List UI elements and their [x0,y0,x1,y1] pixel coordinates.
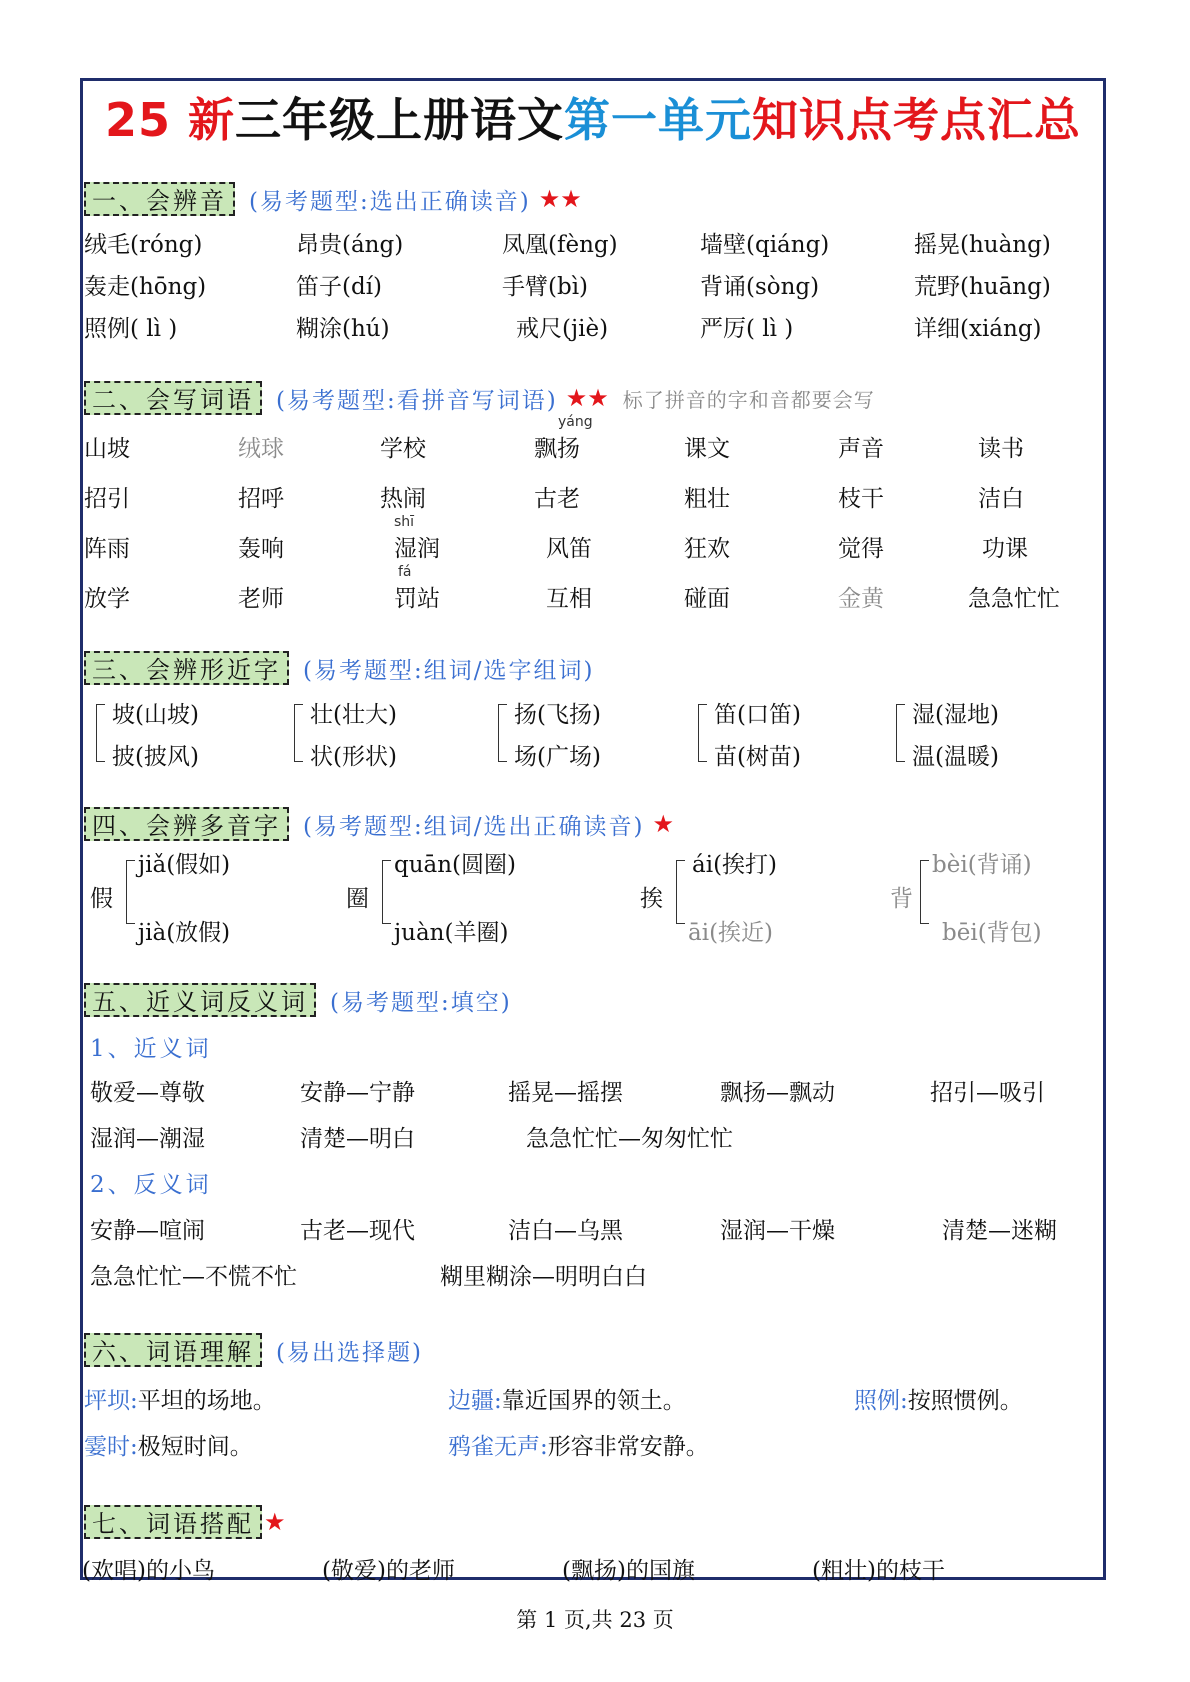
polyphone-item: 圈 quān(圆圈) juàn(羊圈) [346,852,517,946]
brace-icon [126,860,135,924]
antonym-heading: 2、反义词 [90,1172,212,1198]
definition-row: 霎时:极短时间。 鸦雀无声:形容非常安静。 [84,1434,709,1460]
pinyin-note: fá [398,564,412,580]
similar-char-pair: 湿(湿地) 温(温暖) [890,696,1070,776]
brace-icon [294,704,303,762]
pinyin-note: shī [394,514,415,530]
collocation-row: (欢唱)的小鸟 (敬爱)的老师 (飘扬)的国旗 (粗壮)的枝干 [82,1558,945,1584]
similar-char-pair: 扬(飞扬) 场(广场) [492,696,672,776]
synonym-row: 敬爱—尊敬 安静—宁静 摇晃—摇摆 飘扬—飘动 招引—吸引 [90,1080,1045,1106]
section-label: 三、会辨形近字 [84,651,289,685]
pinyin-note: yáng [558,414,593,430]
brace-icon [498,704,507,762]
section-label: 六、词语理解 [84,1333,262,1367]
section-label: 四、会辨多音字 [84,807,289,841]
synonym-row: 湿润—潮湿 清楚—明白 急急忙忙—匆匆忙忙 [90,1126,733,1152]
brace-icon [896,704,905,762]
section-label: 七、词语搭配 [84,1505,262,1539]
polyphone-item: 背 bèi(背诵) bēi(背包) [890,852,1042,946]
section-7-header [84,1504,286,1540]
section-1-header: 一、会辨音 (易考题型:选出正确读音) ★★ [84,181,582,217]
brace-icon [920,860,929,924]
polyphone-item: 假 jiǎ(假如) jià(放假) [90,852,231,946]
brace-icon [676,860,685,924]
definition-row: 坪坝:平坦的场地。 边疆:靠近国界的领土。 照例:按照惯例。 [84,1388,1023,1414]
word-row: 阵雨 轰响 湿润 风笛 狂欢 觉得 功课 [84,536,1028,562]
page-footer: 第 1 页,共 23 页 [516,1608,674,1632]
section-5-header: 五、近义词反义词 (易考题型:填空) [84,982,512,1018]
word-row: 山坡 绒球 学校 飘扬 课文 声音 读书 [84,436,1024,462]
star-icon: ★★ [538,185,582,213]
star-icon: ★ [652,810,674,838]
similar-char-pair: 笛(口笛) 苗(树苗) [692,696,872,776]
section-label: 一、会辨音 [84,182,235,216]
antonym-row: 安静—喧闹 古老—现代 洁白—乌黑 湿润—干燥 清楚—迷糊 [90,1218,1057,1244]
antonym-row: 急急忙忙—不慌不忙 糊里糊涂—明明白白 [90,1264,647,1290]
section-label: 二、会写词语 [84,381,262,415]
brace-icon [96,704,105,762]
similar-char-pair: 壮(壮大) 状(形状) [288,696,468,776]
word-row: 招引 招呼 热闹 古老 粗壮 枝干 洁白 [84,486,1024,512]
synonym-heading: 1、近义词 [90,1036,212,1062]
page-title: 25 新三年级上册语文第一单元知识点考点汇总 [104,93,1082,147]
brace-icon [698,704,707,762]
pronunciation-row: 轰走(hōng) 笛子(dí) 手臂(bì) 背诵(sòng) 荒野(huāng) [84,274,1051,300]
section-6-header: 六、词语理解 (易出选择题) [84,1332,423,1368]
pronunciation-row: 照例( lì ) 糊涂(hú) 戒尺(jiè) 严厉( lì ) 详细(xiáng) [84,316,1042,342]
polyphone-item: 挨 ái(挨打) āi(挨近) [640,852,778,946]
section-2-header: 二、会写词语 (易考题型:看拼音写词语) ★★ 标了拼音的字和音都要会写 [84,380,875,416]
word-row: 放学 老师 罚站 互相 碰面 金黄 急急忙忙 [84,586,1060,612]
star-icon: ★★ [565,384,609,412]
section-3-header: 三、会辨形近字 (易考题型:组词/选字组词) [84,650,594,686]
pronunciation-row: 绒毛(róng) 昂贵(áng) 凤凰(fèng) 墙壁(qiáng) 摇晃(huàng) [84,232,1051,258]
brace-icon [382,860,391,924]
section-4-header: 四、会辨多音字 (易考题型:组词/选出正确读音) ★ [84,806,674,842]
similar-char-pair: 坡(山坡) 披(披风) [90,696,270,776]
star-icon: ★ [264,1508,286,1536]
section-label: 五、近义词反义词 [84,983,316,1017]
